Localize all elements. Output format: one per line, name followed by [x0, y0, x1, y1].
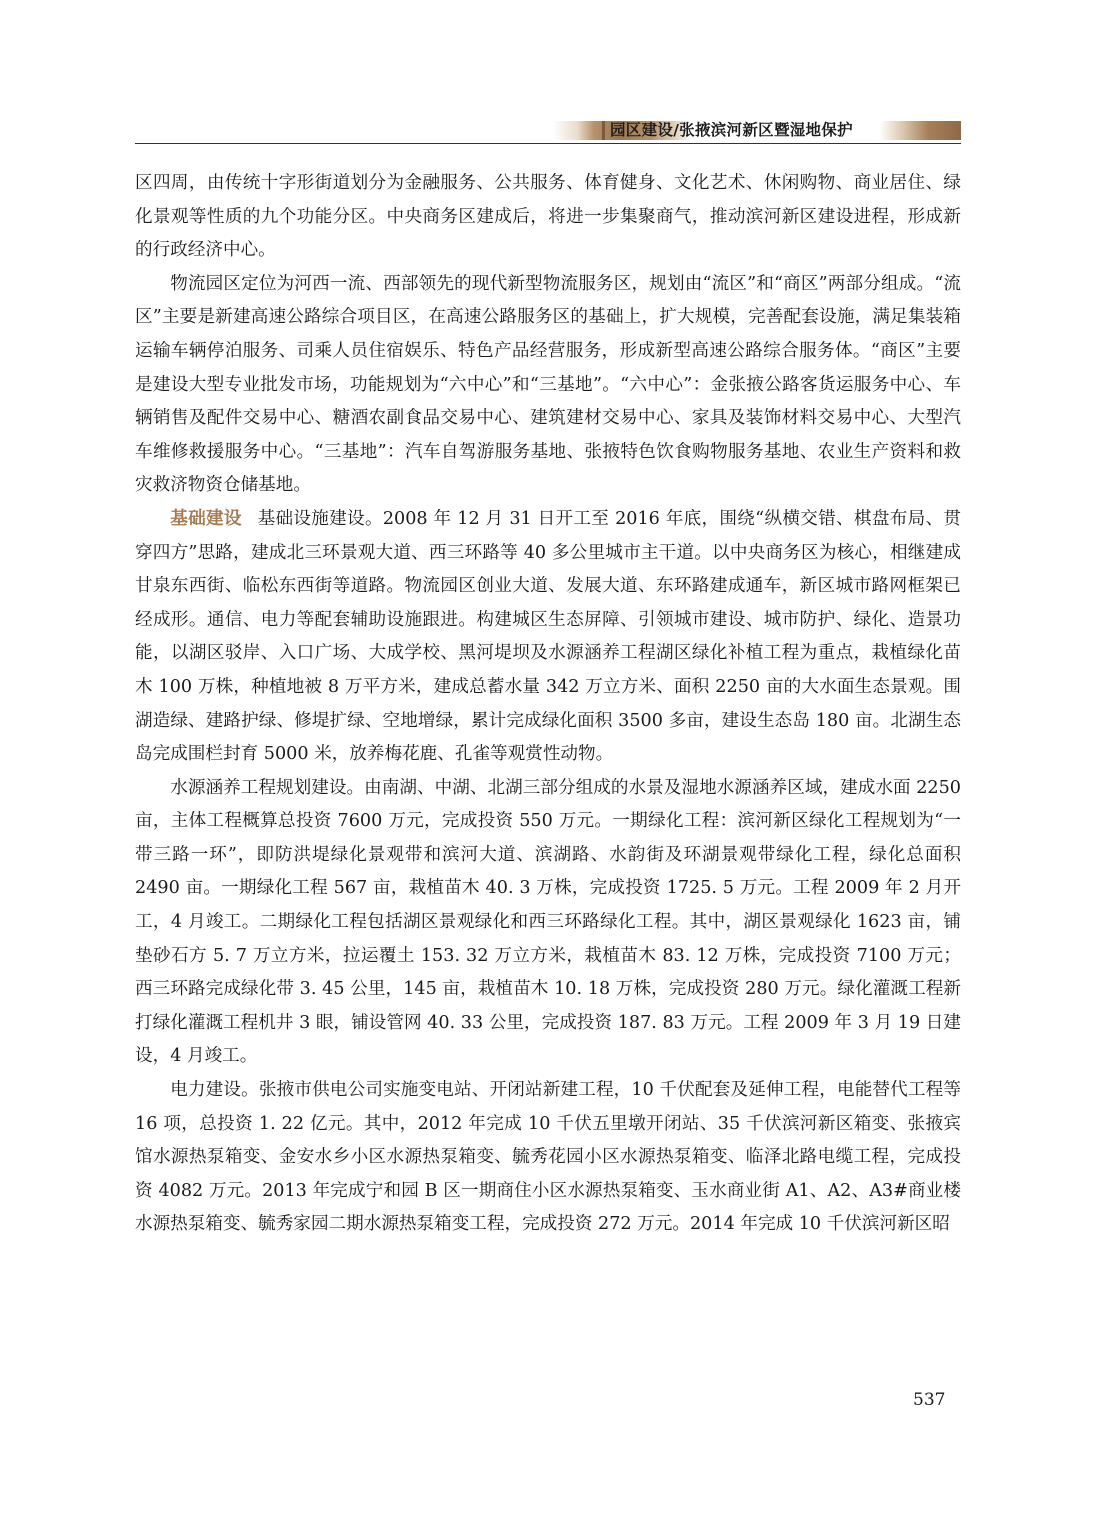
paragraph-2 [135, 268, 961, 503]
paragraph-5 [135, 1074, 961, 1242]
header-title: 园区建设/张掖滨河新区暨湿地保护 [610, 121, 853, 139]
paragraph-text: 电力建设。张掖市供电公司实施变电站、开闭站新建工程，10 千伏配套及延伸工程，电能替代工程等 16 项，总投资 1. 22 亿元。其中，2012 年完成 10 千伏五里墩开闭站、35 千伏滨河新区箱变、张掖宾馆水源热泵箱变、金安水乡小区水源热泵箱变、毓秀花园小区水源热泵箱变、临泽北路电缆工程，完成投资 4082 万元。2013 年完成宁和园 B 区一期商住小区水源热泵箱变、玉水商业街 A1、A2、A3#商业楼水源热泵箱变、毓秀家园二期水源热泵箱变工程，完成投资 272 万元。2014 年完成 10 千伏滨河新区昭 [135, 1080, 961, 1235]
page-number: 537 [913, 1390, 946, 1410]
paragraph-text: 水源涵养工程规划建设。由南湖、中湖、北湖三部分组成的水景及湿地水源涵养区域，建成水面 2250 亩，主体工程概算总投资 7600 万元，完成投资 550 万元。一期绿化工程：滨河新区绿化工程规划为“一带三路一环”，即防洪堤绿化景观带和滨河大道、滨湖路、水韵街及环湖景观带绿化工程，绿化总面积 2490 亩。一期绿化工程 567 亩，栽植苗木 40. 3 万株，完成投资 1725. 5 万元。工程 2009 年 2 月开工，4 月竣工。二期绿化工程包括湖区景观绿化和西三环路绿化工程。其中，湖区景观绿化 1623 亩，铺垫砂石方 5. 7 万立方米，拉运覆土 153. 32 万立方米，栽植苗木 83. 12 万株，完成投资 7100 万元；西三环路完成绿化带 3. 45 公里，145 亩，栽植苗木 10. 18 万株，完成投资 280 万元。绿化灌溉工程新打绿化灌溉工程机井 3 眼，铺设管网 40. 33 公里，完成投资 187. 83 万元。工程 2009 年 3 月 19 日建设，4 月竣工。 [135, 777, 961, 1067]
paragraph-text: 基础设施建设。2008 年 12 月 31 日开工至 2016 年底，围绕“纵横交错、棋盘布局、贯穿四方”思路，建成北三环景观大道、西三环路等 40 多公里城市主干道。以中央商务区为核心，相继建成甘泉东西街、临松东西街等道路。物流园区创业大道、发展大道、东环路建成通车，新区城市路网框架已经成形。通信、电力等配套辅助设施跟进。构建城区生态屏障、引领城市建设、城市防护、绿化、造景功能，以湖区驳岸、入口广场、大成学校、黑河堤坝及水源涵养工程湖区绿化补植工程为重点，栽植绿化苗木 100 万株，种植地被 8 万平方米，建成总蓄水量 342 万立方米、面积 2250 亩的大水面生态景观。围湖造绿、建路护绿、修堤扩绿、空地增绿，累计完成绿化面积 3500 多亩，建设生态岛 180 亩。北湖生态岛完成围栏封育 5000 米，放养梅花鹿、孔雀等观赏性动物。 [135, 508, 961, 765]
section-label: 基础建设 [170, 508, 242, 529]
running-header [135, 118, 961, 144]
header-marker [602, 121, 605, 140]
paragraph-4 [135, 772, 961, 1074]
body-text [135, 167, 961, 1242]
paragraph-text: 物流园区定位为河西一流、西部领先的现代新型物流服务区，规划由“流区”和“商区”两部分组成。“流区”主要是新建高速公路综合项目区，在高速公路服务区的基础上，扩大规模，完善配套设施，满足集装箱运输车辆停泊服务、司乘人员住宿娱乐、特色产品经营服务，形成新型高速公路综合服务体。“商区”主要是建设大型专业批发市场，功能规划为“六中心”和“三基地”。“六中心”：金张掖公路客货运服务中心、车辆销售及配件交易中心、糖酒农副食品交易中心、建筑建材交易中心、家具及装饰材料交易中心、大型汽车维修救援服务中心。“三基地”：汽车自驾游服务基地、张掖特色饮食购物服务基地、农业生产资料和救灾救济物资仓储基地。 [135, 273, 961, 496]
paragraph-3 [135, 503, 961, 772]
paragraph-text: 区四周，由传统十字形街道划分为金融服务、公共服务、体育健身、文化艺术、休闲购物、商业居住、绿化景观等性质的九个功能分区。中央商务区建成后，将进一步集聚商气，推动滨河新区建设进程，形成新的行政经济中心。 [135, 173, 961, 261]
paragraph-1 [135, 167, 961, 268]
header-rule [135, 143, 961, 144]
